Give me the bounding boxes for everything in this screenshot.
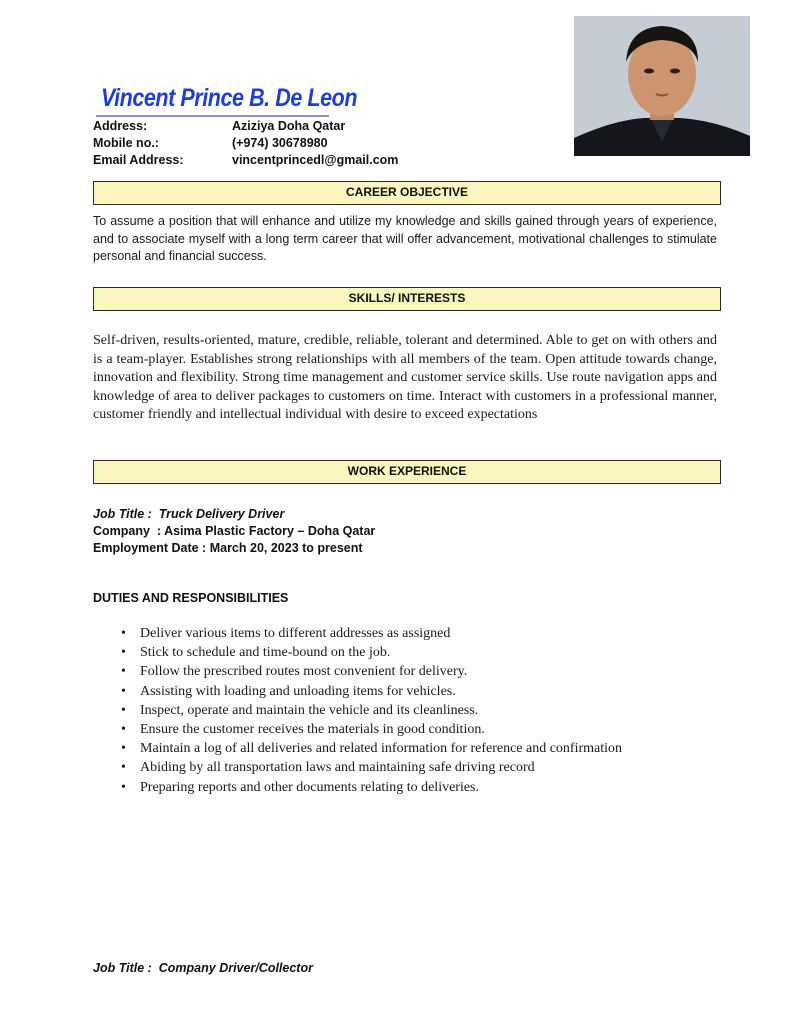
email-value: vincentprincedl@gmail.com: [232, 153, 399, 167]
duty-item: • Maintain a log of all deliveries and related information for reference and confirmation: [121, 739, 622, 758]
duty-item: • Follow the prescribed routes most convenient for delivery.: [121, 662, 622, 681]
career-objective-text: To assume a position that will enhance and utilize my knowledge and skills gained through years of experience, and to associate myself with a long term career that will offer advancement, motivational challenges to stimulate personal and financial success.: [93, 214, 717, 263]
name-underline: [96, 115, 329, 117]
mobile-label: Mobile no.:: [93, 136, 159, 150]
company-label: Company: [93, 524, 150, 538]
address-label: Address:: [93, 119, 148, 133]
duty-item: • Deliver various items to different addresses as assigned: [121, 624, 622, 643]
mobile-row: [93, 135, 398, 152]
work-experience-header: WORK EXPERIENCE: [93, 460, 721, 484]
profile-photo-image: [574, 16, 750, 156]
job-title-label: Job Title :: [93, 507, 152, 521]
duty-item: • Inspect, operate and maintain the vehicle and its cleanliness.: [121, 701, 622, 720]
contact-info: [93, 118, 398, 169]
duty-item: • Preparing reports and other documents relating to deliveries.: [121, 778, 622, 797]
job2-title-label: Job Title :: [93, 961, 152, 975]
email-label: Email Address:: [93, 153, 184, 167]
employment-date-row: [93, 540, 375, 557]
job2-title-value: Company Driver/Collector: [158, 961, 313, 975]
duties-heading: DUTIES AND RESPONSIBILITIES: [93, 591, 289, 605]
duty-item: • Ensure the customer receives the materials in good condition.: [121, 720, 622, 739]
duty-item: • Stick to schedule and time-bound on the job.: [121, 643, 622, 662]
employment-date-label: Employment Date :: [93, 541, 207, 555]
company-value: : Asima Plastic Factory – Doha Qatar: [156, 524, 376, 538]
employment-date-value: March 20, 2023 to present: [209, 541, 363, 555]
job-entry-2-title: [93, 961, 313, 975]
duty-item: • Assisting with loading and unloading items for vehicles.: [121, 682, 622, 701]
mobile-value: (+974) 30678980: [232, 136, 328, 150]
applicant-name: Vincent Prince B. De Leon: [101, 84, 358, 112]
email-row: [93, 152, 398, 169]
career-objective-header: CAREER OBJECTIVE: [93, 181, 721, 205]
address-value: Aziziya Doha Qatar: [232, 119, 346, 133]
company-row: [93, 523, 375, 540]
job-title-value: Truck Delivery Driver: [158, 507, 285, 521]
duties-list: [121, 624, 622, 797]
profile-photo: [574, 16, 750, 156]
skills-header: SKILLS/ INTERESTS: [93, 287, 721, 311]
skills-text: Self-driven, results-oriented, mature, credible, reliable, tolerant and determined. Able to get on with others and is a team-player. Establishes strong relationships with all members of the team. Open attitude towards change, innovation and flexibility. Strong time management and customer service skills. Use route navigation apps and knowledge of area to deliver packages to customers on time. Interact with customers in a professional manner, customer friendly and intellectual individual with desire to exceed expectations: [93, 333, 717, 422]
address-row: [93, 118, 398, 135]
job-entry-1: [93, 506, 375, 557]
job-title-row: [93, 506, 375, 523]
duty-item: • Abiding by all transportation laws and maintaining safe driving record: [121, 758, 622, 777]
